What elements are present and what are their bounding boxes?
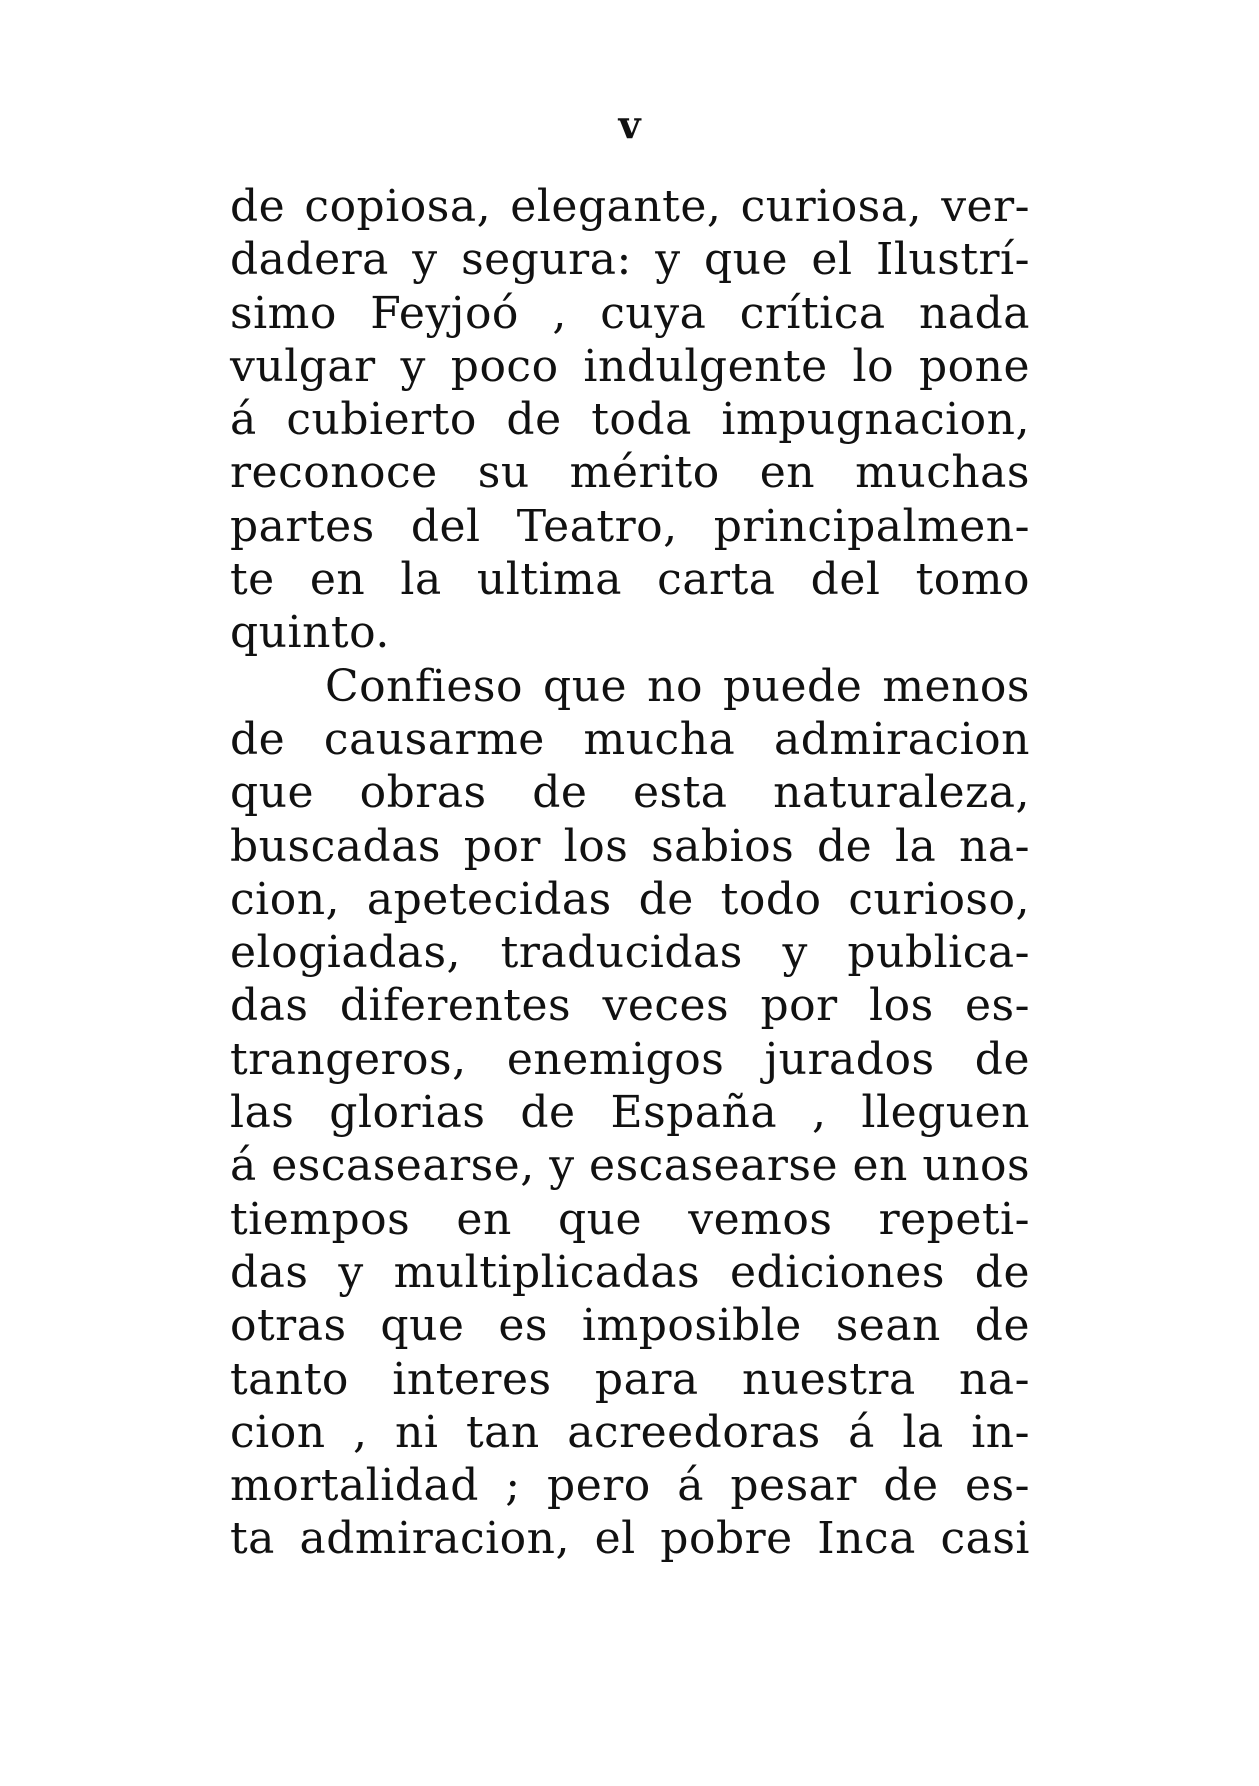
text-line: mortalidad ; pero á pesar de es- [230,1460,1030,1512]
text-line: á escasearse, y escasearse en unos [230,1140,1031,1192]
text-line: las glorias de España , lleguen [230,1087,1030,1139]
text-line: reconoce su mérito en muchas [230,447,1030,499]
paragraph-end-line: quinto. [230,607,390,659]
text-line: trangeros, enemigos jurados de [230,1033,1030,1085]
page-folio: v [618,102,641,147]
text-line: que obras de esta naturaleza, [230,767,1030,819]
text-line: tanto interes para nuestra na- [230,1353,1030,1405]
text-line: buscadas por los sabios de la na- [230,820,1030,872]
text-line: elogiadas, traducidas y publica- [230,927,1030,979]
text-line: das diferentes veces por los es- [230,980,1030,1032]
text-line: partes del Teatro, principalmen- [230,500,1030,552]
text-line: dadera y segura: y que el Ilustrí- [230,234,1030,286]
text-line: cion , ni tan acreedoras á la in- [230,1406,1030,1458]
text-line: á cubierto de toda impugnacion, [230,394,1030,446]
text-line: otras que es imposible sean de [230,1300,1030,1352]
text-line: vulgar y poco indulgente lo pone [230,340,1030,392]
text-line: das y multiplicadas ediciones de [230,1246,1030,1298]
text-line: ta admiracion, el pobre Inca casi [230,1513,1030,1565]
text-line: simo Feyjoó , cuya crítica nada [230,287,1030,339]
text-line: de causarme mucha admiracion [230,713,1030,765]
text-line: tiempos en que vemos repeti- [230,1193,1030,1245]
text-line: te en la ultima carta del tomo [230,554,1030,606]
paragraph-first-line: Confieso que no puede menos [325,660,1030,712]
text-line: de copiosa, elegante, curiosa, ver- [230,181,1030,232]
body-text [230,180,1030,1566]
text-line: cion, apetecidas de todo curioso, [230,873,1030,925]
